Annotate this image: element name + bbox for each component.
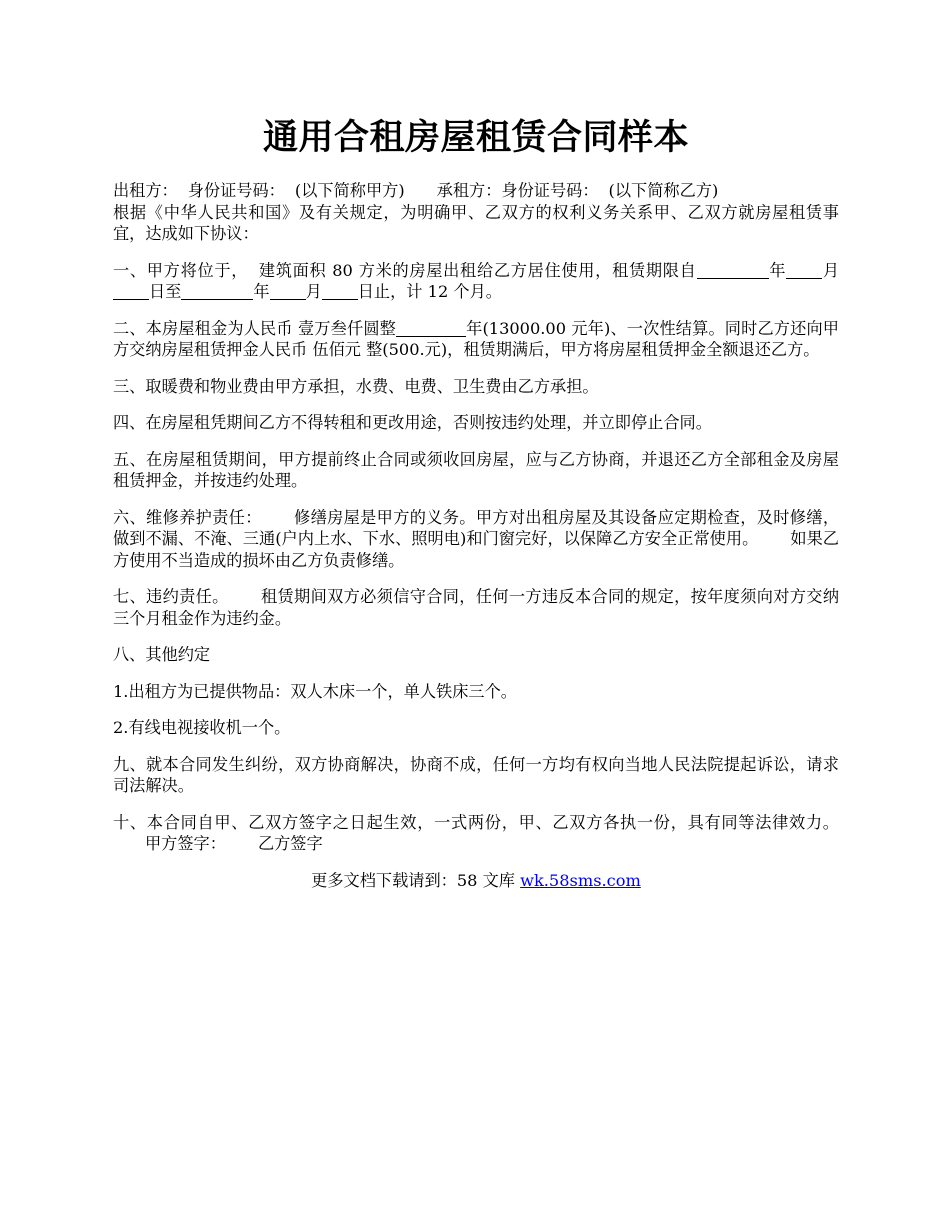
document-page xyxy=(113,0,839,892)
clause-6-body: 修缮房屋是甲方的义务。甲方对出租房屋及其设备应定期检查，及时修缮，做到不漏、不淹、三通(户内上水、下水、照明电)和门窗完好，以保障乙方安全正常使用。 xyxy=(113,507,840,548)
signature-party-b: 乙方签字 xyxy=(257,834,323,853)
blank-month-end xyxy=(270,283,306,300)
clause-8: 八、其他约定 xyxy=(113,645,211,664)
clause-10-body: 十、本合同自甲、乙双方签字之日起生效，一式两份，甲、乙双方各执一份，具有同等法律效力。 xyxy=(113,812,839,832)
signature-party-a: 甲方签字： xyxy=(145,834,226,853)
clause-5: 五、在房屋租赁期间，甲方提前终止合同或须收回房屋，应与乙方协商，并退还乙方全部租金及房屋租赁押金，并按违约处理。 xyxy=(113,449,839,490)
clause-6 xyxy=(113,507,839,572)
contract-body xyxy=(113,180,839,855)
blank-day-start xyxy=(113,283,149,300)
lessee-label: 承租方：身份证号码： xyxy=(436,181,599,200)
clause-1 xyxy=(113,260,839,303)
clause-9: 九、就本合同发生纠纷，双方协商解决，协商不成，任何一方均有权向当地人民法院提起诉讼，请求司法解决。 xyxy=(113,754,839,795)
footer xyxy=(113,870,839,892)
blank-day-end xyxy=(322,283,358,300)
lessor-label: 出租方： xyxy=(113,181,178,200)
clause-4: 四、在房屋租凭期间乙方不得转租和更改用途，否则按违约处理，并立即停止合同。 xyxy=(113,413,712,432)
clause-7-head: 七、违约责任。 xyxy=(113,587,229,606)
clause-1-month-end: 月 xyxy=(305,282,322,301)
clause-1-location: 一、甲方将位于， xyxy=(113,260,249,280)
clause-1-month: 月 xyxy=(822,260,840,280)
clause-2-deposit: 年(13000.00 元年)、一次性结算。同时乙方还向甲方交纳房屋租赁押金人民币 伍佰元 整(500.元)，租赁期满后，甲方将房屋租赁押金全额退还乙方。 xyxy=(113,318,839,359)
blank-year-end xyxy=(181,283,253,300)
clause-1-year: 年 xyxy=(768,260,787,280)
lessor-alias: (以下简称甲方) xyxy=(294,181,405,200)
intro-paragraph: 根据《中华人民共和国》及有关规定，为明确甲、乙双方的权利义务关系甲、乙双方就房屋租赁事宜，达成如下协议： xyxy=(113,202,839,243)
item-2: 2.有线电视接收机一个。 xyxy=(113,718,291,737)
blank-rent xyxy=(396,320,466,337)
clause-1-day-end: 日止，计 12 个月。 xyxy=(357,282,502,301)
footer-text: 更多文档下载请到：58 文库 xyxy=(311,870,521,890)
item-1: 1.出租方为已提供物品：双人木床一个，单人铁床三个。 xyxy=(113,681,517,701)
blank-year-start xyxy=(697,262,769,279)
page-title: 通用合租房屋租赁合同样本 xyxy=(262,117,689,158)
clause-1-year-end: 年 xyxy=(253,282,270,301)
clause-7-body: 租赁期间双方必须信守合同，任何一方违反本合同的规定，按年度须向对方交纳三个月租金作为违约金。 xyxy=(113,587,840,628)
clause-6-tail: 如果乙方使用不当造成的损坏由乙方负责修缮。 xyxy=(113,529,839,570)
clause-2-rent: 二、本房屋租金为人民币 壹万叁仟圆整 xyxy=(113,318,396,338)
clause-2 xyxy=(113,318,839,361)
clause-10 xyxy=(113,812,839,855)
clause-1-day: 日至 xyxy=(149,282,182,301)
clause-7 xyxy=(113,586,839,629)
footer-link[interactable]: wk.58sms.com xyxy=(520,870,641,890)
clause-6-head: 六、维修养护责任： xyxy=(113,507,262,527)
party-line xyxy=(113,180,839,202)
clause-3: 三、取暖费和物业费由甲方承担，水费、电费、卫生费由乙方承担。 xyxy=(113,376,599,396)
lessor-id-label: 身份证号码： xyxy=(187,181,285,200)
clause-1-area: 建筑面积 80 方米的房屋出租给乙方居住使用，租赁期限自 xyxy=(258,260,697,280)
blank-month-start xyxy=(786,262,822,279)
lessee-alias: (以下简称乙方) xyxy=(608,181,719,200)
